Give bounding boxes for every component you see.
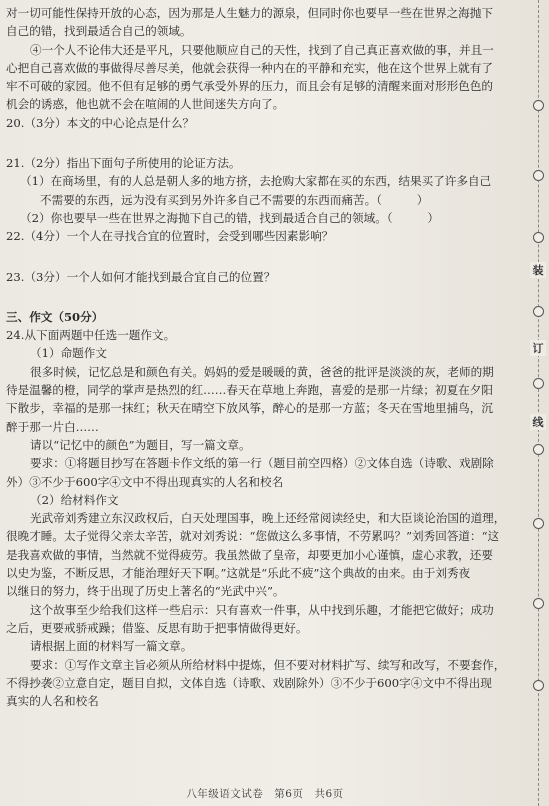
- text-line: 醉于那一片白……: [6, 419, 99, 434]
- binding-hole-icon: [533, 170, 544, 181]
- text-line: 不得抄袭②立意自定，题目自拟，文体自选（诗歌、戏剧除外）③不少于600字④文中不得出现: [6, 675, 492, 690]
- option-2-heading: （2）给材料作文: [30, 492, 119, 507]
- text-line: 请根据上面的材料写一篇文章。: [30, 639, 193, 654]
- binding-hole-icon: [533, 378, 544, 389]
- text-line: 机会的诱惑，他也就不会在喧闹的人世间迷失方向了。: [6, 97, 285, 112]
- text-line: 自己的错，找到最适合自己的领域。: [6, 24, 192, 39]
- binding-margin: [527, 0, 549, 806]
- question-21: 21.（2分）指出下面句子所使用的论证方法。: [6, 156, 241, 171]
- question-21-item-2: （2）你也要早一些在世界之海抛下自己的错，找到最适合自己的领域。（ ）: [20, 210, 439, 225]
- binding-hole-icon: [533, 232, 544, 243]
- requirements: 要求：①写作文章主旨必须从所给材料中提炼，但不要对材料扩写、续写和改写，不要套作，: [30, 657, 506, 672]
- text-line: 是我喜欢做的事情，当然就不觉得疲劳。我虽然做了皇帝，却要更加小心谨慎，虚心求教，还要: [6, 547, 493, 562]
- binding-label: 装: [530, 262, 546, 278]
- text-line: 心把自己喜欢做的事做得尽善尽美，他就会获得一种内在的平静和充实，他在这个世界上就有了: [6, 60, 493, 75]
- text-line: 不需要的东西，远为没有买到另外许多自己不需要的东西而痛苦。（ ）: [40, 192, 429, 207]
- question-23: 23.（3分）一个人如何才能找到最合宜自己的位置？: [6, 269, 276, 284]
- text-line: 外）③不少于600字④文中不得出现真实的人名和校名: [6, 474, 284, 489]
- text-line: 请以“记忆中的颜色”为题目，写一篇文章。: [30, 437, 251, 452]
- text-line: 对一切可能性保持开放的心态，因为那是人生魅力的源泉，但同时你也要早一些在世界之海抛下: [6, 6, 493, 20]
- page-content: [6, 4, 520, 710]
- section-heading: 三、作文（50分）: [6, 309, 104, 324]
- binding-hole-icon: [533, 518, 544, 529]
- binding-label: 订: [530, 340, 546, 356]
- binding-hole-icon: [533, 306, 544, 317]
- question-21-item-1: （1）在商场里，有的人总是朝人多的地方挤，去抢购大家都在买的东西，结果买了许多自己: [20, 174, 492, 189]
- page-footer: 八年级语文试卷 第6页 共6页: [186, 788, 344, 800]
- text-line: ④一个人不论伟大还是平凡，只要他顺应自己的天性，找到了自己真正喜欢做的事，并且一: [30, 42, 494, 57]
- question-22: 22.（4分）一个人在寻找合宜的位置时，会受到哪些因素影响？: [6, 229, 334, 244]
- binding-hole-icon: [533, 444, 544, 455]
- text-line: 很多时候，记忆总是和颜色有关。妈妈的爱是暖暖的黄，爸爸的批评是淡淡的灰，老师的期: [30, 364, 494, 379]
- binding-hole-icon: [533, 680, 544, 691]
- question-20: 20.（3分）本文的中心论点是什么？: [6, 115, 195, 130]
- text-line: 以继日的努力，终于出现了历史上著名的“光武中兴”。: [6, 584, 285, 599]
- binding-label: 线: [530, 414, 546, 430]
- binding-hole-icon: [533, 598, 544, 609]
- text-line: 以史为鉴，不断反思，才能治理好天下啊。”这就是“乐此不疲”这个典故的由来。由于刘秀夜: [6, 566, 471, 581]
- binding-hole-icon: [533, 100, 544, 111]
- text-line: 很晚才睡。太子觉得父亲太辛苦，就对刘秀说：“您做这么多事情，不劳累吗？”刘秀回答道：“这: [6, 529, 500, 544]
- option-1-heading: （1）命题作文: [30, 346, 107, 361]
- text-line: 光武帝刘秀建立东汉政权后，白天处理国事，晚上还经常阅读经史，和大臣谈论治国的道理，: [30, 511, 506, 526]
- text-line: 下散步，幸福的是那一抹红；秋天在晴空下放风筝，醉心的是那一方蓝；冬天在雪地里捕鸟，沉: [6, 401, 493, 416]
- question-24: 24.从下面两题中任选一题作文。: [6, 328, 176, 343]
- text-line: 真实的人名和校名: [6, 694, 99, 709]
- requirements: 要求：①将题目抄写在答题卡作文纸的第一行（题目前空四格）②文体自选（诗歌、戏剧除: [30, 456, 494, 471]
- text-line: 待是温馨的橙，同学的掌声是热烈的红……春天在草地上奔跑，喜爱的是那一片绿；初夏在夕阳: [6, 383, 493, 398]
- text-line: 牢不可破的家园。他不但有足够的勇气承受外界的压力，而且会有足够的清醒来面对形形色色的: [6, 79, 493, 94]
- text-line: 这个故事至少给我们这样一些启示：只有喜欢一件事，从中找到乐趣，才能把它做好；成功: [30, 602, 494, 617]
- text-line: 之后，更要戒骄戒躁；借鉴、反思有助于把事情做得更好。: [6, 620, 308, 635]
